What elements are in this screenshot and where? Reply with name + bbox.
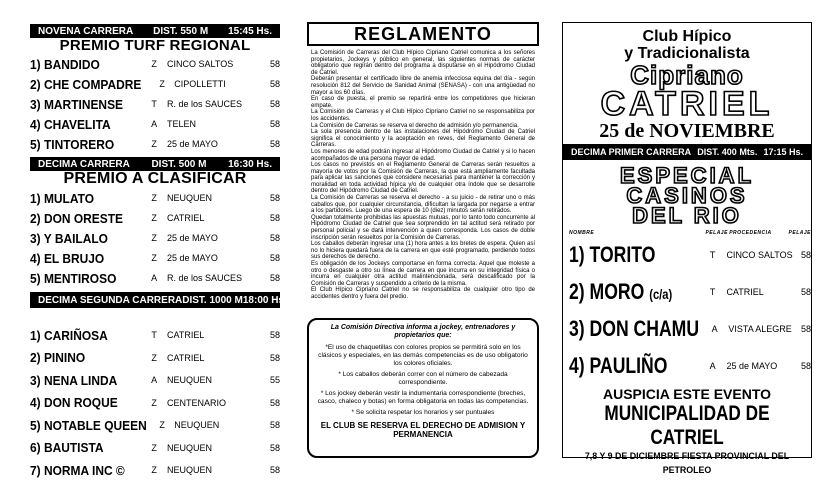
entry-row <box>30 459 280 480</box>
race-11-entries <box>563 236 811 384</box>
origin: CATRIEL <box>167 352 205 363</box>
origin: R. de los SAUCES <box>167 99 243 109</box>
weight: 58 <box>269 233 280 243</box>
club-name-line-1: Club Hípico <box>642 28 732 45</box>
coat-code: A <box>711 323 718 334</box>
entry-row <box>30 369 280 392</box>
entry-row <box>30 392 280 415</box>
race-distance: DIST. 1000 M <box>182 294 243 306</box>
club-name-catriel: CATRIEL <box>600 85 774 123</box>
horse-name: 1) BANDIDO <box>30 56 100 72</box>
notice-item: * Se solicita respetar los horarios y ser puntuales <box>351 409 495 416</box>
right-column <box>562 22 812 476</box>
coat-code: Z <box>151 213 157 223</box>
origin: TELEN <box>167 119 197 129</box>
entry-row <box>30 414 280 437</box>
weight: 58 <box>269 253 280 263</box>
sponsor-name: MUNICIPALIDAD DE CATRIEL <box>604 402 770 449</box>
notice-heading: La Comisión Directiva informa a jockey, entrenadores y propietarios que: <box>330 324 516 339</box>
entry-row <box>569 347 811 384</box>
entry-number: 2) <box>569 278 585 304</box>
horse-name: 4) DON ROQUE <box>30 395 118 411</box>
race-12-header <box>30 292 287 308</box>
regulation-paragraph: Quedan totalmente prohibidas las apuestas mutuas, por lo tanto todo concurrente al Hipódromo Ciudad de Catriel que sea sorprendido en tal actitud será retirado por personal policial y se dará intervención a quien corresponda. Los casos de doble inscripción serán resueltos por la Comisión de Carreras. <box>311 214 535 241</box>
race-name: DECIMA SEGUNDA CARRERA <box>38 294 183 306</box>
origin: NEUQUEN <box>167 465 213 476</box>
entry-row <box>30 268 280 288</box>
coat-code: A <box>151 375 158 386</box>
horse-name: 3) MARTINENSE <box>30 96 124 112</box>
club-name-cipriano: Cipriano <box>630 60 744 90</box>
origin: CENTENARIO <box>167 397 227 408</box>
festival-line: 7,8 Y 9 DE DICIEMBRE FIESTA PROVINCIAL DEL PETROLEO <box>584 451 790 476</box>
origin: NEUQUEN <box>167 375 213 386</box>
regulation-title: REGLAMENTO <box>307 22 539 46</box>
origin: NEUQUEN <box>167 193 213 203</box>
weight: 58 <box>269 213 280 223</box>
header-flag: PELAJE <box>705 230 728 236</box>
notice-item: * Los jockey deberán vestir la indumentaria correspondiente (breches, casco, chaleco y botas) en forma obligatoria en todas las competencias. <box>317 390 529 405</box>
coat-code: T <box>709 286 716 297</box>
race-11-header <box>563 144 811 160</box>
horse-name: 2) PININO <box>30 350 86 366</box>
race-distance: DIST. 550 M <box>153 25 209 37</box>
horse-name: 3) Y BAILALO <box>30 230 108 246</box>
coat-code: Z <box>151 233 157 243</box>
entry-row <box>569 310 811 347</box>
race-time: 17:15 Hs. <box>763 147 803 157</box>
race-name: DECIMA PRIMER CARRERA <box>571 147 692 157</box>
horse-name: 7) NORMA INC © <box>30 462 125 478</box>
coat-code: T <box>709 249 716 260</box>
weight: 58 <box>269 442 280 453</box>
weight: 58 <box>269 139 280 149</box>
coat-code: A <box>709 360 716 371</box>
race-12-entries <box>30 324 280 480</box>
coat-code: Z <box>151 465 157 476</box>
weight: 58 <box>800 360 811 371</box>
race-time: 18:00 Hs. <box>242 294 287 306</box>
coat-code: Z <box>151 193 157 203</box>
notice-items <box>317 344 529 417</box>
regulation-paragraph: La Comisión de Carreras se reserva el derecho de admisión y/o permanencia. <box>311 122 519 129</box>
weight: 55 <box>269 375 280 386</box>
left-column <box>30 0 287 480</box>
origin: R. de los SAUCES <box>167 273 243 283</box>
origin: 25 de MAYO <box>726 360 778 371</box>
weight: 58 <box>800 286 811 297</box>
regulation-paragraph: Es obligación de los Jockeys comportarse en forma correcta. Aquel que moleste a otro o desgaste a otro su línea de carrera en que incurra en su integridad física o incurra en cualquier otra actitud malintencionada, será descalificado por la Comisión de Carreras y suspendido a criterio de la misma. <box>311 261 535 287</box>
weight: 58 <box>800 323 811 334</box>
regulation-paragraph: Los menores de edad podrán ingresar al Hipódromo Ciudad de Catriel y si lo hacen acompañados de una persona mayor de edad. <box>311 148 535 162</box>
header-weight: PELAJE <box>788 230 811 236</box>
race-9-entries <box>30 54 280 154</box>
horse-name: 2) DON ORESTE <box>30 210 124 226</box>
notice-closing: EL CLUB SE RESERVA EL DERECHO DE ADMISION Y PERMANENCIA <box>320 421 526 439</box>
origin: CINCO SALTOS <box>167 59 234 69</box>
race-9-header <box>30 24 280 38</box>
origin: CIPOLLETTI <box>174 79 226 89</box>
entry-row <box>30 114 280 134</box>
club-name-line-2: y Tradicionalista <box>624 45 750 62</box>
race-distance: DIST. 500 M <box>151 158 207 170</box>
notice-box <box>307 318 539 458</box>
coat-code: Z <box>151 253 157 263</box>
weight: 58 <box>269 99 280 109</box>
regulation-paragraph: Deberán presentar el certificado libre de anemia infecciosa equina del día - según resolución 812 del Servicio de Sanidad Animal (SENASA) - con una antigüedad no mayor a los 60 días. <box>311 76 535 96</box>
special-title-3: DEL RIO <box>632 203 742 228</box>
horse-name: 1) CARIÑOSA <box>30 327 108 343</box>
coat-code: Z <box>151 442 157 453</box>
origin: CATRIEL <box>167 213 205 223</box>
race-time: 15:45 Hs. <box>228 25 272 37</box>
regulation-paragraph: La Comisión de Carreras y el Club Hípico Cipriano Catriel no se responsabiliza por los accidentes. <box>311 109 535 122</box>
regulation-paragraph: Los caballos deberán ingresar una (1) hora antes a los bretes de espera. Quien así no lo hiciera quedará fuera de la carrera en que esté programado, perdiendo todos sus derechos de derecho. <box>311 241 535 261</box>
race-name: NOVENA CARRERA <box>38 25 134 37</box>
weight: 58 <box>269 352 280 363</box>
entry-number: 3) <box>569 315 585 341</box>
origin: 25 de MAYO <box>167 253 218 263</box>
origin: CATRIEL <box>726 286 764 297</box>
weight: 58 <box>269 397 280 408</box>
entries-header <box>563 230 811 236</box>
regulation-text <box>307 46 539 301</box>
entry-number: 4) <box>569 352 585 378</box>
race-10-entries <box>30 188 280 288</box>
entry-row <box>30 347 280 370</box>
horse-name: 6) BAUTISTA <box>30 440 104 456</box>
regulation-paragraph: El Club Hípico Cipriano Catriel no se responsabiliza de cualquier otro tipo de accidentes dentro y fuera del predio. <box>311 287 535 300</box>
sponsor-intro: AUSPICIA ESTE EVENTO <box>602 386 772 402</box>
horse-name: 4) CHAVELITA <box>30 116 111 132</box>
weight: 58 <box>269 330 280 341</box>
notice-item: *El uso de chaquetillas con colores propios se permitirá solo en los clásicos y especiales, en las demás competencias es de uso obligatorio los colores oficiales. <box>318 344 528 367</box>
entry-row <box>30 324 280 347</box>
coat-code: T <box>151 99 157 109</box>
coat-code: Z <box>151 139 157 149</box>
horse-name-block <box>569 279 678 305</box>
entry-row <box>30 134 280 154</box>
middle-column <box>307 22 539 301</box>
regulation-paragraph: La Comisión de Carreras del Club Hípico Cipriano Catriel comunica a los señores propietarios, Jockeys y público en general, las siguientes normas de carácter obligatorio que regirán dentro del programa a disputarse en el Hipódromo Ciudad de Catriel. <box>311 50 535 76</box>
weight: 58 <box>800 249 811 260</box>
weight: 58 <box>269 193 280 203</box>
horse-name: 5) MENTIROSO <box>30 270 117 286</box>
special-title-1: ESPECIAL <box>619 163 755 188</box>
horse-name: 3) NENA LINDA <box>30 372 118 388</box>
horse-note: (c/a) <box>649 285 673 302</box>
race-name: DECIMA CARRERA <box>38 158 130 170</box>
race-distance: DIST. 400 Mts. <box>697 147 758 157</box>
entry-row <box>30 248 280 268</box>
regulation-paragraph: La Comisión de Carreras se reserva el derecho - a su juicio - de retirar uno o más caballos que, por cualquier circunstancia, dificultan la largada por negarse a entrar a los partidores. Luego de una espera de 10 (diez) minutos serán retirados. <box>311 195 535 215</box>
notice-item: * Los caballos deberán correr con el número de cabezada correspondiente. <box>338 371 508 386</box>
coat-code: A <box>151 273 158 283</box>
entry-row <box>569 236 811 273</box>
origin: NEUQUEN <box>174 420 220 431</box>
entry-row <box>30 54 280 74</box>
origin: 25 de MAYO <box>167 139 218 149</box>
horse-name: MORO <box>589 278 645 304</box>
header-origin: PROCEDENCIA <box>729 230 772 236</box>
coat-code: T <box>151 330 157 341</box>
coat-code: A <box>151 119 158 129</box>
weight: 58 <box>269 273 280 283</box>
origin: NEUQUEN <box>167 442 213 453</box>
coat-code: Z <box>151 397 157 408</box>
entry-row <box>569 273 811 310</box>
horse-name: TORITO <box>589 241 656 267</box>
coat-code: Z <box>159 420 165 431</box>
entry-row <box>30 437 280 460</box>
weight: 58 <box>269 79 280 89</box>
horse-name: 1) MULATO <box>30 190 95 206</box>
entry-row <box>30 228 280 248</box>
coat-code: Z <box>151 59 157 69</box>
horse-name: 4) EL BRUJO <box>30 250 105 266</box>
special-title-2: CASINOS <box>626 183 748 208</box>
origin: CINCO SALTOS <box>726 249 793 260</box>
race-10-prize: PREMIO A CLASIFICAR <box>63 170 247 187</box>
horse-name-block <box>569 315 700 342</box>
weight: 58 <box>269 465 280 476</box>
horse-name: 5) NOTABLE QUEEN <box>30 417 147 433</box>
origin: VISTA ALEGRE <box>728 323 792 334</box>
entry-row <box>30 188 280 208</box>
weight: 58 <box>269 420 280 431</box>
entry-row <box>30 74 280 94</box>
horse-name-block <box>569 353 678 379</box>
origin: 25 de MAYO <box>167 233 218 243</box>
entry-row <box>30 94 280 114</box>
weight: 58 <box>269 59 280 69</box>
regulation-paragraph: Los casos no previstos en el Reglamento General de Carreras serán resueltos a mayoría de votos por la Comisión de Carreras, la que está ampliamente facultada para aplicar las sanciones que considere necesarias para mantener la corrección y moralidad en toda actividad hípica y/o de cualquier otra índole que se desarrolle dentro del Hipódromo Ciudad de Catriel. <box>311 162 535 195</box>
entry-row <box>30 208 280 228</box>
horse-name: DON CHAMU <box>589 315 700 341</box>
weight: 58 <box>269 119 280 129</box>
horse-name-block <box>569 242 678 268</box>
regulation-paragraph: La sola presencia dentro de las instalaciones del Hipódromo Ciudad de Catriel significa el conocimiento y la aceptación en reves, del Reglamento General de Carreras. <box>311 129 535 149</box>
coat-code: Z <box>159 79 165 89</box>
race-time: 16:30 Hs. <box>228 158 272 170</box>
horse-name: 2) CHE COMPADRE <box>30 76 142 92</box>
header-name: NOMBRE <box>569 230 595 236</box>
origin: CATRIEL <box>167 330 205 341</box>
entry-number: 1) <box>569 241 585 267</box>
event-date: 25 de NOVIEMBRE <box>599 120 775 142</box>
race-9-prize: PREMIO TURF REGIONAL <box>59 37 251 54</box>
coat-code: Z <box>151 352 157 363</box>
horse-name: 5) TINTORERO <box>30 136 115 152</box>
regulation-paragraph: En caso de puesta, el premio se repartirá entre los competidores que hicieran empate. <box>311 96 535 109</box>
race-10-header <box>30 157 280 171</box>
horse-name: PAULIÑO <box>589 352 668 378</box>
